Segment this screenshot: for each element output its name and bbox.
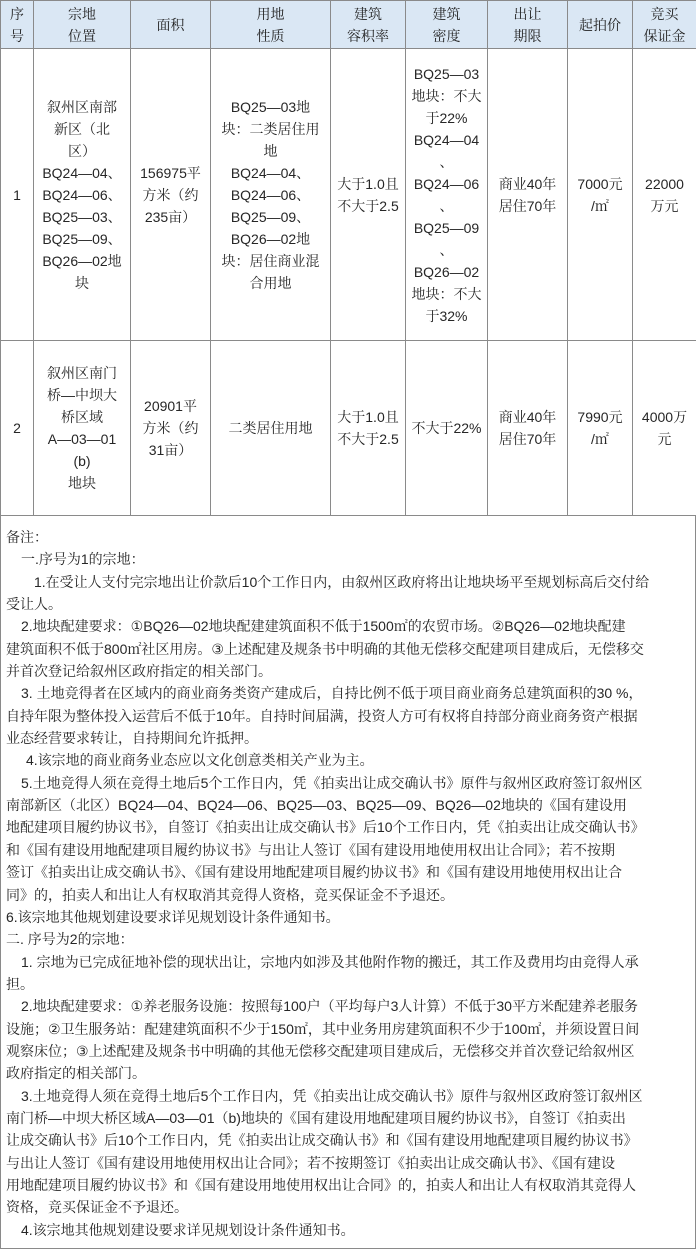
note-paragraph: [1, 995, 695, 1084]
note-line: 5.土地竞得人须在竞得土地后5个工作日内，凭《拍卖出让成交确认书》原件与叙州区政府签订叙州区: [21, 774, 643, 791]
cell-line: 桥—中坝大: [47, 387, 117, 403]
cell-line: 不大于22%: [411, 420, 482, 436]
cell-line: 大于1.0且: [337, 409, 399, 425]
cell-line: BQ24—04、: [42, 164, 122, 181]
cell-line: A—03—01: [47, 431, 117, 447]
note-line: 1.在受让人支付完宗地出让价款后10个工作日内，由叙州区政府将出让地块场平至规划标高后交付给: [34, 573, 650, 590]
note-paragraph: [1, 1085, 695, 1219]
cell-line: 20901平: [144, 398, 197, 414]
cell-density: [406, 49, 488, 341]
cell-line: BQ26—02地: [230, 230, 311, 247]
cell-line: 方米（约: [142, 186, 199, 203]
cell-line: 合用地: [249, 274, 292, 291]
cell-line: 区）: [68, 142, 96, 159]
cell-line: BQ25—03、: [42, 208, 122, 225]
note-line: 让成交确认书》后10个工作日内，凭《拍卖出让成交确认书》和《国有建设用地配建项目履约协议书》: [6, 1132, 638, 1149]
cell-term: [488, 49, 568, 341]
note-line: 备注：: [6, 529, 48, 545]
cell-line: 不大于2.5: [337, 197, 399, 214]
cell-line: BQ24—06、: [230, 186, 311, 203]
cell-line: 号: [10, 27, 24, 44]
cell-line: 块：居住商业混: [221, 252, 320, 269]
note-line: 2.地块配建要求：①养老服务设施：按照每100户（平均每户3人计算）不低于30平方米配建养老服务: [21, 998, 638, 1015]
notes-title: [1, 526, 695, 548]
cell-term: [488, 341, 568, 516]
cell-line: 235亩）: [144, 208, 197, 225]
cell-line: 叙州区南部: [47, 98, 117, 115]
cell-line: 方米（约: [142, 420, 199, 436]
cell-line: 出让: [513, 5, 542, 22]
note-line: 设施；②卫生服务站：配建建筑面积不少于150㎡，其中业务用房建筑面积不少于100㎡，并须设置日间: [6, 1020, 640, 1037]
note-paragraph: [1, 951, 695, 996]
cell-line: 起拍价: [579, 16, 621, 33]
cell-line: BQ25—03地: [230, 98, 311, 115]
cell-line: 于32%: [425, 307, 468, 324]
note-line: 自持年限为整体投入运营后不低于10年。自持时间届满，投资人方可有权将自持部分商业商务资产根据: [6, 707, 638, 724]
note-line: 用地配建项目履约协议书》和《国有建设用地使用权出让合同》的，拍卖人和出让人有权取消其竞得人: [6, 1176, 636, 1193]
cell-line: 大于1.0且: [337, 175, 399, 192]
cell-line: 7990元: [577, 409, 623, 425]
note-line: 和《国有建设用地配建项目履约协议书》与出让人签订《国有建设用地使用权出让合同》；若不按期: [6, 841, 615, 858]
cell-line: BQ25—09、: [230, 208, 311, 225]
cell-line: 22000: [645, 175, 684, 192]
cell-line: 于22%: [425, 109, 468, 126]
note-line: 2.地块配建要求：①BQ26—02地块配建建筑面积不低于1500㎡的农贸市场。②BQ26—02地块配建: [21, 618, 626, 635]
cell-line: BQ26—02地: [42, 252, 122, 269]
header-term: [488, 1, 568, 49]
note-line: 并首次登记给叙州区政府指定的相关部门。: [6, 663, 272, 680]
cell-plot-ratio: [331, 341, 406, 516]
note-paragraph: [1, 615, 695, 682]
header-location: [34, 1, 131, 49]
cell-line: 叙州区南门: [47, 365, 117, 381]
cell-area: [131, 341, 211, 516]
note-paragraph: [1, 749, 695, 771]
note-line: 南门桥—中坝大桥区域A—03—01（b)地块的《国有建设用地配建项目履约协议书》，自签订《拍卖出: [6, 1109, 626, 1126]
table-row: [1, 49, 696, 341]
cell-line: 2: [13, 420, 21, 436]
cell-line: 地块: [68, 475, 96, 491]
note-paragraph: [1, 682, 695, 749]
note-line: 担。: [6, 975, 34, 992]
cell-line: 、: [439, 241, 454, 258]
note-line: 地配建项目履约协议书》，自签订《拍卖出让成交确认书》后10个工作日内，凭《拍卖出让成交确认书》: [6, 819, 645, 836]
note-line: 政府指定的相关部门。: [6, 1065, 146, 1082]
cell-line: 商业40年: [498, 175, 557, 192]
cell-line: 二类居住用地: [228, 420, 313, 436]
note-line: 一.序号为1的宗地：: [21, 551, 145, 568]
notes-section: [0, 515, 696, 1249]
cell-line: /㎡: [591, 197, 609, 214]
header-plot-ratio: [331, 1, 406, 49]
note-paragraph: [1, 1219, 695, 1241]
cell-line: 居住70年: [498, 197, 557, 214]
cell-line: 桥区域: [61, 409, 103, 425]
note-line: 4.该宗地的商业商务业态应以文化创意类相关产业为主。: [26, 752, 374, 769]
note-line: 二. 序号为2的宗地：: [6, 931, 134, 948]
note-line: 3. 土地竞得者在区域内的商业商务类资产建成后，自持比例不低于项目商业商务总建筑面积的30 %，: [21, 685, 643, 702]
cell-line: 7000元: [577, 175, 623, 192]
cell-line: (b): [73, 453, 91, 469]
cell-land-use: [211, 49, 331, 341]
cell-start-price: [568, 341, 633, 516]
cell-line: BQ24—06: [413, 175, 480, 192]
cell-serial-no: [1, 49, 34, 341]
cell-line: 竞买: [650, 5, 679, 22]
cell-line: 用地: [256, 5, 285, 22]
note-paragraph: [1, 571, 695, 616]
note-line: 4.该宗地其他规划建设要求详见规划设计条件通知书。: [21, 1221, 355, 1238]
cell-line: 保证金: [643, 27, 686, 44]
cell-line: 31亩）: [148, 442, 193, 458]
cell-line: 地: [263, 142, 278, 159]
header-serial-no: [1, 1, 34, 49]
note-paragraph: [1, 906, 695, 928]
note-paragraph: [1, 548, 695, 570]
note-line: 签订《拍卖出让成交确认书》、《国有建设用地配建项目履约协议书》和《国有建设用地使用权出让合: [6, 864, 622, 881]
cell-line: /㎡: [591, 431, 609, 447]
cell-density: [406, 341, 488, 516]
cell-line: 万元: [650, 197, 679, 214]
table-header-row: [1, 1, 696, 49]
cell-serial-no: [1, 341, 34, 516]
cell-line: 建筑: [354, 5, 382, 22]
cell-line: 期限: [513, 27, 542, 44]
cell-deposit: [633, 341, 696, 516]
note-line: 观察床位；③上述配建及规条书中明确的其他无偿移交配建项目建成后，无偿移交并首次登记给叙州区: [6, 1042, 635, 1059]
note-paragraph: [1, 928, 695, 950]
note-line: 6.该宗地其他规划建设要求详见规划设计条件通知书。: [6, 908, 340, 925]
cell-start-price: [568, 49, 633, 341]
cell-line: 块: [75, 274, 89, 291]
cell-line: BQ24—06、: [42, 186, 122, 203]
cell-line: 建筑: [432, 5, 461, 22]
cell-line: BQ24—04、: [230, 164, 311, 181]
note-line: 建筑面积不低于800㎡社区用房。③上述配建及规条书中明确的其他无偿移交配建项目建成后，无偿移交: [6, 640, 644, 657]
table-row: [1, 341, 696, 516]
cell-line: BQ26—02: [413, 263, 480, 280]
cell-line: 密度: [432, 27, 461, 44]
header-area: [131, 1, 211, 49]
header-deposit: [633, 1, 696, 49]
note-line: 与出让人签订《国有建设用地使用权出让合同》；若不按期签订《拍卖出让成交确认书》、《国有建设: [6, 1154, 615, 1171]
cell-line: 元: [657, 431, 672, 447]
cell-line: 商业40年: [498, 409, 557, 425]
cell-land-use: [211, 341, 331, 516]
cell-location: [34, 341, 131, 516]
cell-line: 新区（北: [54, 120, 110, 137]
cell-line: 容积率: [347, 27, 389, 44]
note-line: 1. 宗地为已完成征地补偿的现状出让，宗地内如涉及其他附作物的搬迁，其工作及费用均由竞得人承: [21, 953, 639, 970]
cell-location: [34, 49, 131, 341]
cell-line: 面积: [156, 16, 185, 33]
cell-line: 宗地: [68, 5, 96, 22]
cell-line: 4000万: [641, 409, 688, 425]
cell-line: 1: [13, 186, 21, 203]
cell-line: 、: [439, 197, 454, 214]
note-line: 受让人。: [6, 596, 62, 613]
header-start-price: [568, 1, 633, 49]
cell-line: 块：二类居住用: [221, 120, 320, 137]
cell-line: 、: [439, 153, 454, 170]
header-density: [406, 1, 488, 49]
cell-line: 居住70年: [498, 431, 557, 447]
cell-line: BQ25—03: [413, 65, 480, 82]
cell-line: BQ25—09: [413, 219, 480, 236]
cell-line: 序: [10, 5, 24, 22]
note-line: 同》的，拍卖人和出让人有权取消其竞得人资格，竞买保证金不予退还。: [6, 886, 454, 903]
cell-line: 性质: [256, 27, 285, 44]
cell-line: 地块：不大: [411, 87, 482, 104]
cell-line: 156975平: [140, 164, 201, 181]
note-paragraph: [1, 772, 695, 906]
cell-area: [131, 49, 211, 341]
cell-deposit: [633, 49, 696, 341]
cell-line: 不大于2.5: [337, 431, 399, 447]
header-land-use: [211, 1, 331, 49]
note-line: 资格，竞买保证金不予退还。: [6, 1199, 188, 1216]
note-line: 3.土地竞得人须在竞得土地后5个工作日内，凭《拍卖出让成交确认书》原件与叙州区政府签订叙州区: [21, 1087, 643, 1104]
cell-plot-ratio: [331, 49, 406, 341]
note-line: 业态经营要求转让，自持期间允许抵押。: [6, 730, 258, 747]
cell-line: 地块：不大: [411, 285, 482, 302]
note-line: 南部新区（北区）BQ24—04、BQ24—06、BQ25—03、BQ25—09、BQ26—02地块的《国有建设用: [6, 797, 627, 814]
cell-line: BQ25—09、: [42, 230, 122, 247]
cell-line: BQ24—04: [413, 131, 480, 148]
land-parcel-table: [0, 0, 696, 516]
cell-line: 位置: [68, 27, 96, 44]
